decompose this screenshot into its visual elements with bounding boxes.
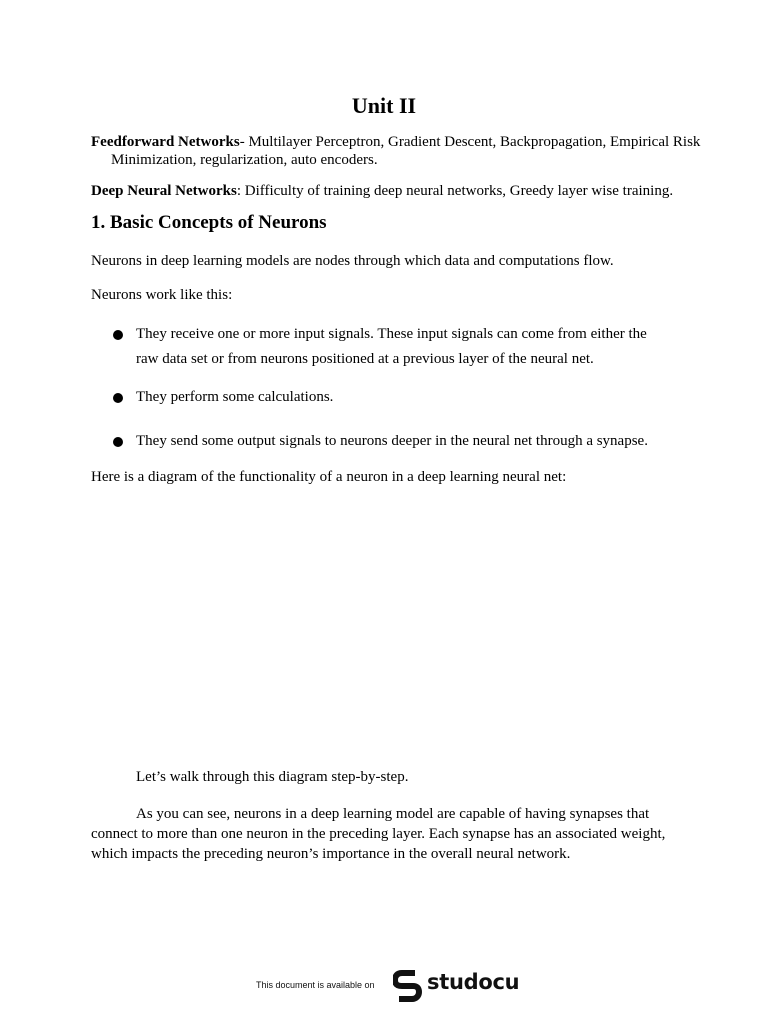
bullet-dot-icon	[113, 330, 123, 340]
topic-feedforward-label: Feedforward Networks	[91, 134, 240, 150]
topic-deep-networks-text: : Difficulty of training deep neural networks, Greedy layer wise training.	[236, 183, 674, 199]
list-item	[113, 385, 673, 410]
list-item-text: They perform some calculations.	[136, 389, 334, 405]
topic-feedforward-text: - Multilayer Perceptron, Gradient Descent, Backpropagation, Empirical Risk Minimization, regularization, auto encoders.	[111, 134, 701, 168]
studocu-logo-icon[interactable]	[393, 970, 423, 1002]
list-item-text: They send some output signals to neurons deeper in the neural net through a synapse.	[136, 433, 648, 449]
section-heading: 1. Basic Concepts of Neurons	[91, 212, 327, 233]
walk-through-paragraph: Let’s walk through this diagram step-by-step.	[136, 769, 409, 785]
studocu-brand[interactable]: studocu	[427, 970, 520, 994]
work-lead-paragraph: Neurons work like this:	[91, 287, 233, 303]
diagram-lead-paragraph: Here is a diagram of the functionality of a neuron in a deep learning neural net:	[91, 469, 567, 485]
topic-feedforward	[91, 133, 741, 169]
list-item	[113, 429, 673, 454]
topic-deep-networks-label: Deep Neural Networks	[91, 183, 237, 199]
topic-deep-networks	[91, 182, 721, 200]
neuron-diagram-placeholder	[91, 495, 677, 755]
neuron-bullet-list	[113, 322, 673, 454]
list-item	[113, 322, 673, 372]
list-item-text: They receive one or more input signals. These input signals can come from either the raw data set or from neurons positioned at a previous layer of the neural net.	[136, 326, 647, 367]
bullet-dot-icon	[113, 393, 123, 403]
footer	[0, 968, 768, 1004]
unit-title: Unit II	[351, 93, 417, 118]
bullet-dot-icon	[113, 437, 123, 447]
intro-paragraph: Neurons in deep learning models are nodes through which data and computations flow.	[91, 253, 614, 269]
footer-available-text: This document is available on	[256, 980, 375, 990]
synapse-paragraph: As you can see, neurons in a deep learning model are capable of having synapses that connect to more than one neuron in the preceding layer. Each synapse has an associated weight, which impacts the preceding neuron’s importance in the overall neural network.	[91, 806, 666, 862]
